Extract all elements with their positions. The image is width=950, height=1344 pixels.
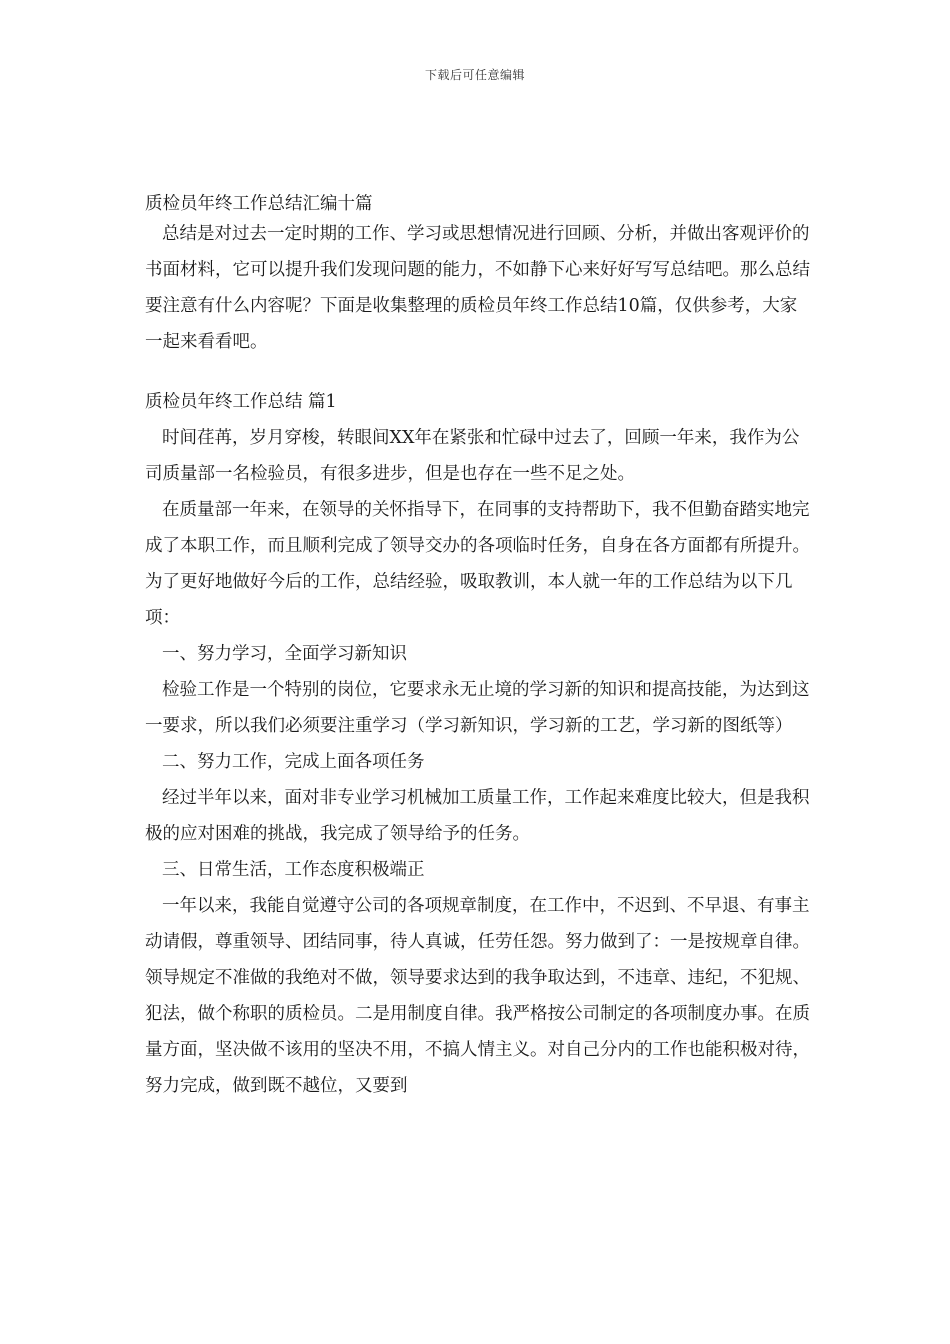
paragraph: 检验工作是一个特别的岗位，它要求永无止境的学习新的知识和提高技能，为达到这一要求，所以我们必须要注重学习（学习新知识，学习新的工艺，学习新的图纸等） <box>145 680 810 736</box>
page-header: 下载后可任意编辑 <box>424 68 525 82</box>
paragraph: 经过半年以来，面对非专业学习机械加工质量工作，工作起来难度比较大，但是我积极的应对困难的挑战，我完成了领导给予的任务。 <box>145 788 810 844</box>
section-title: 质检员年终工作总结 篇1 <box>145 392 337 412</box>
intro-paragraph: 总结是对过去一定时期的工作、学习或思想情况进行回顾、分析，并做出客观评价的书面材料，它可以提升我们发现问题的能力，不如静下心来好好写写总结吧。那么总结要注意有什么内容呢？下面是收集整理的质检员年终工作总结10篇，仅供参考，大家一起来看看吧。 <box>145 224 810 352</box>
subheading: 一、努力学习，全面学习新知识 <box>162 644 407 664</box>
paragraph: 在质量部一年来，在领导的关怀指导下，在同事的支持帮助下，我不但勤奋踏实地完成了本职工作，而且顺利完成了领导交办的各项临时任务，自身在各方面都有所提升。为了更好地做好今后的工作，总结经验，吸取教训，本人就一年的工作总结为以下几项： <box>145 500 810 628</box>
document-title: 质检员年终工作总结汇编十篇 <box>145 194 373 214</box>
subheading: 二、努力工作，完成上面各项任务 <box>162 752 425 772</box>
subheading: 三、日常生活，工作态度积极端正 <box>162 860 425 880</box>
paragraph: 时间荏苒，岁月穿梭，转眼间XX年在紧张和忙碌中过去了，回顾一年来，我作为公司质量部一名检验员，有很多进步，但是也存在一些不足之处。 <box>145 428 800 484</box>
paragraph: 一年以来，我能自觉遵守公司的各项规章制度，在工作中，不迟到、不早退、有事主动请假，尊重领导、团结同事，待人真诚，任劳任怨。努力做到了：一是按规章自律。领导规定不准做的我绝对不做，领导要求达到的我争取达到，不违章、违纪，不犯规、犯法，做个称职的质检员。二是用制度自律。我严格按公司制定的各项制度办事。在质量方面，坚决做不该用的坚决不用，不搞人情主义。对自己分内的工作也能积极对待，努力完成，做到既不越位，又要到 <box>145 896 810 1096</box>
document-body <box>145 192 810 1104</box>
